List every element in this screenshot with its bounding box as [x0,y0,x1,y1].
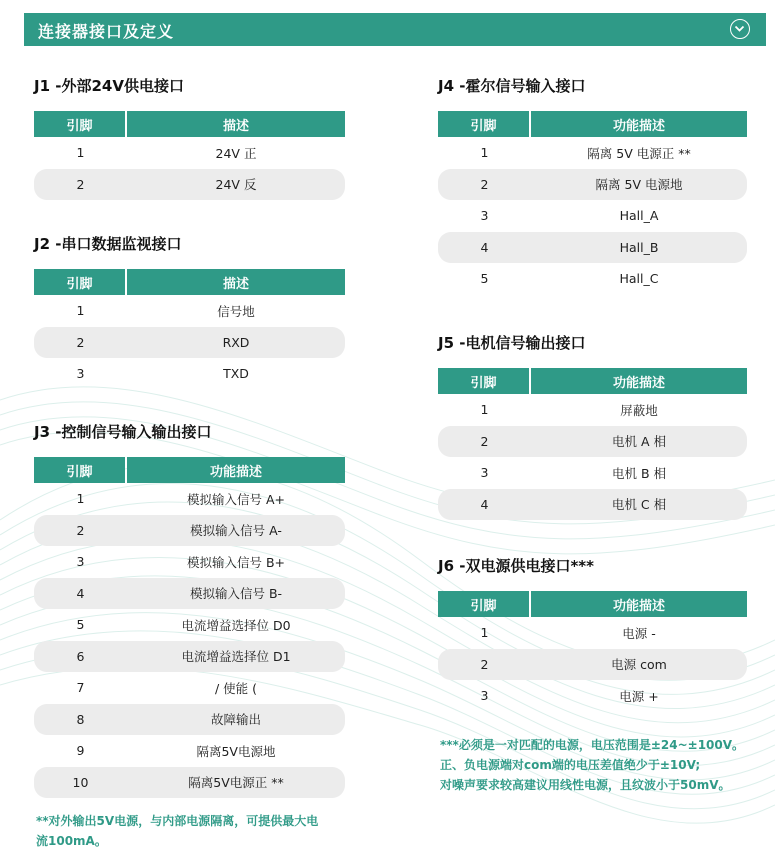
section-title: J2 -串口数据监视接口 [34,235,182,253]
footnote-line: 正、负电源端对com端的电压差值绝少于±10V; [440,758,701,772]
table-row [34,169,345,201]
description-cell: 模拟输入信号 B- [189,586,283,602]
footnote-line: 流100mA。 [36,834,107,848]
description-cell: 电机 A 相 [612,434,666,450]
header-pin: 引脚 [438,111,529,137]
pin-cell: 7 [76,680,85,696]
footnote-line: 对噪声要求较高建议用线性电源，且纹波小于50mV。 [440,778,731,792]
section-title: J4 -霍尔信号输入接口 [438,77,586,95]
section-title: J1 -外部24V供电接口 [34,77,184,95]
description-cell: 24V 反 [215,177,257,193]
description-cell: 电机 C 相 [611,497,667,513]
pin-cell: 2 [76,334,85,350]
description-cell: 隔离5V电源正 ** [188,775,284,791]
pin-cell: 6 [76,648,85,664]
table-row [34,767,345,799]
pin-cell: 3 [480,688,489,704]
table-header [438,591,747,617]
footnote-right [440,735,744,795]
table-row [438,232,747,264]
description-cell: 电流增益选择位 D0 [181,617,291,633]
table-row [34,295,345,327]
pin-cell: 2 [76,176,85,192]
description-cell: 故障输出 [210,712,261,728]
description-cell: 模拟输入信号 A- [190,523,282,539]
description-cell: Hall_C [619,271,659,287]
table-row [438,137,747,169]
description-cell: 电源 - [622,625,656,641]
table-row [34,641,345,673]
table-j5 [438,368,747,520]
table-row [34,515,345,547]
pin-cell: 1 [76,145,85,161]
table-row [438,394,747,426]
footnote-line: **对外输出5V电源，与内部电源隔离，可提供最大电 [36,814,319,828]
description-cell: 电流增益选择位 D1 [181,649,291,665]
table-row [438,200,747,232]
description-cell: Hall_B [619,239,659,255]
pin-cell: 1 [76,303,85,319]
table-row [438,649,747,681]
pin-cell: 1 [76,491,85,507]
table-row [438,489,747,521]
table-j4 [438,111,747,295]
description-cell: 信号地 [217,303,255,319]
table-row [34,578,345,610]
header-pin: 引脚 [34,457,125,483]
pin-cell: 3 [76,366,85,382]
description-cell: RXD [222,334,250,350]
section-j6 [438,555,747,712]
section-j1 [34,75,345,200]
table-row [34,546,345,578]
table-row [34,327,345,359]
table-row [438,263,747,295]
table-header [438,111,747,137]
table-row [34,358,345,390]
table-row [34,704,345,736]
header-description: 描述 [127,111,345,137]
section-j5 [438,332,747,520]
section-title: J3 -控制信号输入输出接口 [34,423,212,441]
table-header [34,111,345,137]
header-description: 功能描述 [127,457,345,483]
footnote-line: ***必须是一对匹配的电源，电压范围是±24~±100V。 [440,738,745,752]
header-pin: 引脚 [34,111,125,137]
section-j2 [34,233,345,390]
table-row [34,483,345,515]
table-j6 [438,591,747,712]
table-row [34,735,345,767]
pin-cell: 3 [76,554,85,570]
table-j2 [34,269,345,390]
pin-cell: 1 [480,145,489,161]
description-cell: 隔离 5V 电源地 [595,177,683,193]
section-j3 [34,421,345,798]
table-row [438,617,747,649]
table-j1 [34,111,345,200]
table-row [438,426,747,458]
pin-cell: 3 [480,208,489,224]
table-header [438,368,747,394]
description-cell: 模拟输入信号 A+ [187,491,285,507]
header-description: 描述 [127,269,345,295]
description-cell: 电源 + [619,688,659,704]
footnote-left [36,811,318,851]
description-cell: 模拟输入信号 B+ [186,554,286,570]
table-row [34,672,345,704]
section-j4 [438,75,747,295]
table-row [438,169,747,201]
pin-cell: 1 [480,625,489,641]
header-description: 功能描述 [531,111,747,137]
header-pin: 引脚 [438,591,529,617]
header-pin: 引脚 [34,269,125,295]
section-title: J6 -双电源供电接口*** [438,557,594,575]
table-header [34,457,345,483]
header-pin: 引脚 [438,368,529,394]
pin-cell: 10 [72,774,89,790]
pin-cell: 5 [76,617,85,633]
description-cell: 24V 正 [215,145,257,161]
pin-cell: 5 [480,271,489,287]
description-cell: 电机 B 相 [611,465,667,481]
pin-cell: 2 [480,656,489,672]
section-title: J5 -电机信号输出接口 [438,334,586,352]
description-cell: 屏蔽地 [620,402,658,418]
pin-cell: 1 [480,402,489,418]
chevron-down-circle-icon[interactable] [730,19,750,39]
page-header [24,13,766,46]
table-row [34,137,345,169]
page-title: 连接器接口及定义 [38,22,175,41]
pin-cell: 9 [76,743,85,759]
description-cell: / 使能 ( [214,680,258,696]
header-description: 功能描述 [531,591,747,617]
pin-cell: 2 [480,176,489,192]
header-description: 功能描述 [531,368,747,394]
pin-cell: 2 [480,433,489,449]
description-cell: TXD [223,366,249,382]
description-cell: 隔离5V电源地 [196,743,276,759]
pin-cell: 4 [76,585,85,601]
table-row [34,609,345,641]
table-header [34,269,345,295]
description-cell: 隔离 5V 电源正 ** [587,145,691,161]
table-row [438,457,747,489]
pin-cell: 4 [480,496,489,512]
pin-cell: 4 [480,239,489,255]
pin-cell: 3 [480,465,489,481]
table-j3 [34,457,345,798]
pin-cell: 8 [76,711,85,727]
description-cell: Hall_A [619,208,659,224]
description-cell: 电源 com [611,657,667,673]
table-row [438,680,747,712]
pin-cell: 2 [76,522,85,538]
